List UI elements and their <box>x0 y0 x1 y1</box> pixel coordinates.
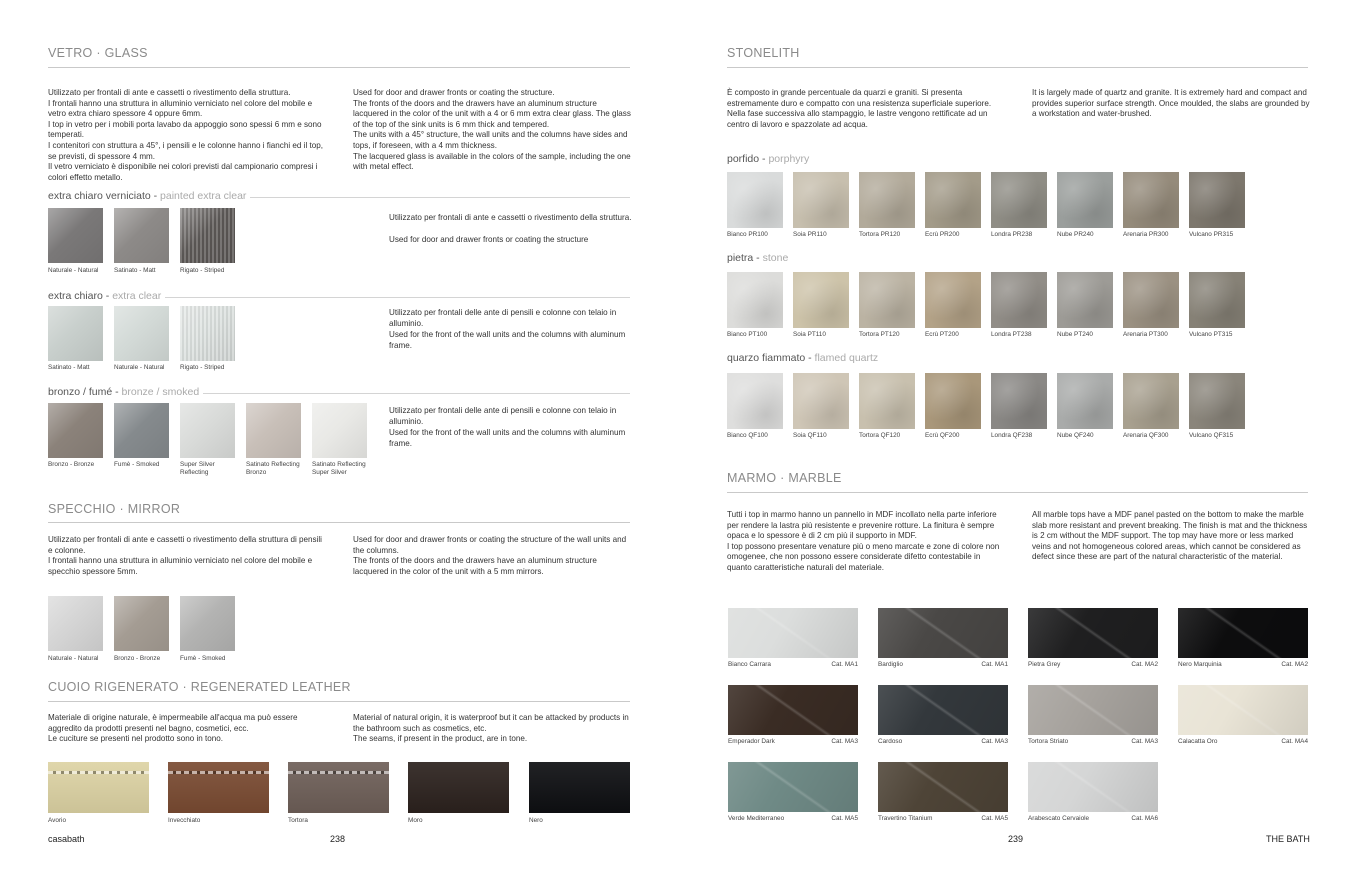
swatch-caption: Naturale - Natural <box>48 267 99 274</box>
swatch-super-silver <box>180 403 235 458</box>
porfido-swatch-caption: Londra PR238 <box>991 231 1033 238</box>
swatch-caption: Naturale - Natural <box>48 655 99 662</box>
swatch-caption: Fumè - Smoked <box>180 655 226 662</box>
page-number: 238 <box>330 834 346 844</box>
quarzo-swatch-caption: Bianco QF100 <box>727 432 768 439</box>
marmo-text-it: Tutti i top in marmo hanno un pannello in MDF incollato nella parte inferiore per rendere la lastra più resistente e prevenire rotture. La finitura è sempre opaca e lo spessore è di 2 cm più il supporto in MDF. I top possono presentare venature più o meno marcate e zone di colore non omogenee, che non possono essere considerate difetto contestabile in quanto caratteristiche naturali del materiale. <box>727 510 1000 572</box>
pietra-swatch <box>793 272 849 328</box>
swatch-painted-natural <box>48 208 103 263</box>
marble-name: Arabescato Cervaiole <box>1028 815 1090 822</box>
pietra-swatch-caption: Soia PT110 <box>793 331 826 338</box>
swatch-leather-moro <box>408 762 509 813</box>
marble-category: Cat. MA3 <box>981 738 1008 745</box>
section-title-cuoio: CUOIO RIGENERATO · REGENERATED LEATHER <box>48 680 351 694</box>
specchio-text-en: Used for door and drawer fronts or coating the structure of the wall units and the columns. The fronts of the doors and the drawers have an aluminum structure lacquered in the color of the unit with a 5 mm mirrors. <box>353 535 627 576</box>
page-right <box>678 0 1356 872</box>
footer-title: THE BATH <box>1266 834 1310 844</box>
porfido-swatch-caption: Nube PR240 <box>1057 231 1094 238</box>
section-rule <box>48 522 630 523</box>
porfido-swatch <box>793 172 849 228</box>
stonelith-text-it: È composto in grande percentuale da quarzi e graniti. Si presenta estremamente duro e compatto con una resistenza superficiale superiore. Nella fase successiva allo stampaggio, le lastre vengono rettificate ad un centro di lavoro e spazzolate ad acqua. <box>727 88 992 129</box>
quarzo-swatch <box>1189 373 1245 429</box>
section-rule <box>48 67 630 68</box>
swatch-extraclear-matt <box>48 306 103 361</box>
swatch-caption: Satinato - Matt <box>114 267 156 274</box>
swatch-caption: Invecchiato <box>168 817 201 824</box>
marble-swatch <box>728 608 858 658</box>
subsection-title-quarzo: quarzo fiammato - flamed quartz <box>727 352 882 364</box>
extraclear-desc-en: Used for the front of the wall units and the columns with aluminum frame. <box>389 330 626 350</box>
quarzo-swatch-caption: Ecrù QF200 <box>925 432 960 439</box>
marble-category: Cat. MA3 <box>831 738 858 745</box>
porfido-swatch <box>1057 172 1113 228</box>
marble-swatch-caption <box>728 661 858 668</box>
swatch-caption: Moro <box>408 817 423 824</box>
marble-category: Cat. MA1 <box>981 661 1008 668</box>
quarzo-swatch <box>793 373 849 429</box>
swatch-caption: Nero <box>529 817 543 824</box>
pietra-swatch-caption: Arenaria PT300 <box>1123 331 1168 338</box>
cuoio-text-it: Materiale di origine naturale, è impermeabile all'acqua ma può essere aggredito da prodotti presenti nel bagno, cosmetici, ecc. Le cuciture se presenti nel prodotto sono in tono. <box>48 713 298 744</box>
swatch-caption: Naturale - Natural <box>114 364 165 371</box>
marble-category: Cat. MA2 <box>1131 661 1158 668</box>
footer-brand: casabath <box>48 834 85 844</box>
marble-swatch <box>728 762 858 812</box>
marble-swatch-caption <box>728 738 858 745</box>
pietra-swatch <box>1189 272 1245 328</box>
porfido-swatch-caption: Soia PR110 <box>793 231 827 238</box>
swatch-caption: Avorio <box>48 817 66 824</box>
marble-name: Travertino Titanium <box>878 815 933 822</box>
swatch-caption: Bronzo - Bronze <box>48 461 95 468</box>
marble-swatch <box>1028 685 1158 735</box>
subsection-title-porfido: porfido - porphyry <box>727 153 813 165</box>
swatch-mirror-smoked <box>180 596 235 651</box>
marble-category: Cat. MA5 <box>981 815 1008 822</box>
marble-swatch <box>878 608 1008 658</box>
swatch-satinato-silver <box>312 403 367 458</box>
marble-name: Tortora Striato <box>1028 738 1069 745</box>
section-title-marmo: MARMO · MARBLE <box>727 471 842 485</box>
quarzo-swatch <box>991 373 1047 429</box>
pietra-swatch <box>991 272 1047 328</box>
quarzo-swatch <box>1057 373 1113 429</box>
swatch-caption: Satinato Reflecting Bronzo <box>246 461 300 476</box>
quarzo-swatch-caption: Nube QF240 <box>1057 432 1094 439</box>
specchio-text-it: Utilizzato per frontali di ante e cassetti o rivestimento della struttura di pensili e colonne. I frontali hanno una struttura in alluminio verniciato nel colore del mobile e specchio spessore 5mm. <box>48 535 322 576</box>
marble-swatch <box>878 685 1008 735</box>
painted-desc-it: Utilizzato per frontali di ante e cassetti o rivestimento della struttura. <box>389 213 632 222</box>
leather-stitch <box>168 771 269 774</box>
marble-swatch <box>1178 685 1308 735</box>
pietra-swatch <box>1057 272 1113 328</box>
vetro-text-en: Used for door and drawer fronts or coating the structure. The fronts of the doors and the drawers have an aluminum structure lacquered in the color of the unit with a 4 or 6 mm extra clear glass. The glass of the top of the sink units is 6 mm thick and tempered. The units with a 45° structure, the wall units and the columns have sides and tops, if foreseen, with a 4 mm thickness. The lacquered glass is available in the colors of the sample, including the one with metal effect. <box>353 88 631 172</box>
stonelith-text-en: It is largely made of quartz and granite. It is extremely hard and compact and provides superior surface strength. Once moulded, the slabs are grounded by a workstation and water-brushed. <box>1032 88 1310 119</box>
pietra-swatch <box>727 272 783 328</box>
porfido-swatch-caption: Arenaria PR300 <box>1123 231 1169 238</box>
marble-swatch-caption <box>728 815 858 822</box>
swatch-leather-nero <box>529 762 630 813</box>
section-title-vetro: VETRO · GLASS <box>48 46 148 60</box>
vetro-text-it: Utilizzato per frontali di ante e cassetti o rivestimento della struttura. I frontali hanno una struttura in alluminio verniciato nel colore del mobile e vetro extra chiaro spessore 4 oppure 6mm. I top in vetro per i mobili porta lavabo da appoggio sono spessi 6 mm e sono temperati. I contenitori con struttura a 45°, i pensili e le colonne hanno i fianchi ed il top, se previsti, di spessore 4 mm. Il vetro verniciato è disponibile nei colori previsti dal campionario compresi i colori effetto metallo. <box>48 88 323 182</box>
marble-name: Verde Mediterraneo <box>728 815 785 822</box>
swatch-leather-avorio <box>48 762 149 813</box>
marble-name: Nero Marquinia <box>1178 661 1222 668</box>
section-title-stonelith: STONELITH <box>727 46 800 60</box>
bronzo-desc-en: Used for the front of the wall units and the columns with aluminum frame. <box>389 428 626 448</box>
marble-category: Cat. MA3 <box>1131 738 1158 745</box>
swatch-caption: Fumè - Smoked <box>114 461 160 468</box>
subsection-title-bronzo: bronzo / fumé - bronze / smoked <box>48 386 203 398</box>
swatch-fume <box>114 403 169 458</box>
section-rule <box>727 492 1308 493</box>
cuoio-text-en: Material of natural origin, it is waterproof but it can be attacked by products in the bathroom such as cosmetics, etc. The seams, if present in the product, are in tone. <box>353 713 629 744</box>
marble-category: Cat. MA2 <box>1281 661 1308 668</box>
quarzo-swatch-caption: Soia QF110 <box>793 432 827 439</box>
extraclear-desc-it: Utilizzato per frontali delle ante di pensili e colonne con telaio in alluminio. <box>389 308 617 328</box>
swatch-caption: Bronzo - Bronze <box>114 655 161 662</box>
porfido-swatch <box>1189 172 1245 228</box>
porfido-swatch <box>1123 172 1179 228</box>
marble-name: Calacatta Oro <box>1178 738 1218 745</box>
marble-swatch-caption <box>1028 738 1158 745</box>
pietra-swatch <box>1123 272 1179 328</box>
porfido-swatch-caption: Tortora PR120 <box>859 231 901 238</box>
swatch-caption: Super Silver Reflecting <box>180 461 215 476</box>
painted-desc-en: Used for door and drawer fronts or coating the structure <box>389 235 589 244</box>
marble-swatch <box>728 685 858 735</box>
marble-name: Emperador Dark <box>728 738 775 745</box>
marble-category: Cat. MA6 <box>1131 815 1158 822</box>
pietra-swatch <box>925 272 981 328</box>
marble-name: Bardiglio <box>878 661 903 668</box>
marble-swatch-caption <box>1028 815 1158 822</box>
marmo-text-en: All marble tops have a MDF panel pasted on the bottom to make the marble slab more resistant and prevent breaking. The finish is mat and the thickness is 2 cm without the MDF support. The top may have more or less marked veins and not homogeneous colored areas, which cannot be considered as defect since these are part of the natural characteristic of the material. <box>1032 510 1308 562</box>
porfido-swatch-caption: Ecrù PR200 <box>925 231 960 238</box>
porfido-swatch-caption: Vulcano PR315 <box>1189 231 1234 238</box>
swatch-satinato-bronzo <box>246 403 301 458</box>
page-number: 239 <box>1008 834 1024 844</box>
quarzo-swatch <box>1123 373 1179 429</box>
marble-category: Cat. MA4 <box>1281 738 1308 745</box>
quarzo-swatch <box>727 373 783 429</box>
marble-swatch-caption <box>1028 661 1158 668</box>
marble-swatch-caption <box>1178 738 1308 745</box>
marble-name: Pietra Grey <box>1028 661 1061 668</box>
marble-swatch <box>878 762 1008 812</box>
section-rule <box>727 67 1308 68</box>
quarzo-swatch-caption: Arenaria QF300 <box>1123 432 1169 439</box>
swatch-caption: Tortora <box>288 817 308 824</box>
leather-stitch <box>48 771 149 774</box>
swatch-caption: Satinato - Matt <box>48 364 90 371</box>
swatch-caption: Rigato - Striped <box>180 364 225 371</box>
section-rule <box>48 701 630 702</box>
swatch-extraclear-striped <box>180 306 235 361</box>
quarzo-swatch-caption: Londra QF238 <box>991 432 1033 439</box>
marble-swatch-caption <box>1178 661 1308 668</box>
pietra-swatch-caption: Ecrù PT200 <box>925 331 959 338</box>
porfido-swatch <box>859 172 915 228</box>
pietra-swatch-caption: Tortora PT120 <box>859 331 900 338</box>
marble-name: Cardoso <box>878 738 903 745</box>
swatch-mirror-bronze <box>114 596 169 651</box>
porfido-swatch <box>991 172 1047 228</box>
marble-name: Bianco Carrara <box>728 661 771 668</box>
swatch-caption: Satinato Reflecting Super Silver <box>312 461 366 476</box>
quarzo-swatch-caption: Vulcano QF315 <box>1189 432 1234 439</box>
pietra-swatch <box>859 272 915 328</box>
pietra-swatch-caption: Bianco PT100 <box>727 331 768 338</box>
swatch-caption: Rigato - Striped <box>180 267 225 274</box>
subsection-title-painted: extra chiaro verniciato - painted extra clear <box>48 190 250 202</box>
swatch-painted-striped <box>180 208 235 263</box>
marble-swatch-caption <box>878 661 1008 668</box>
pietra-swatch-caption: Vulcano PT315 <box>1189 331 1233 338</box>
swatch-mirror-natural <box>48 596 103 651</box>
swatch-bronzo <box>48 403 103 458</box>
leather-stitch <box>288 771 389 774</box>
marble-swatch-caption <box>878 815 1008 822</box>
subsection-title-pietra: pietra - stone <box>727 252 792 264</box>
marble-category: Cat. MA5 <box>831 815 858 822</box>
swatch-leather-tortora <box>288 762 389 813</box>
section-title-specchio: SPECCHIO · MIRROR <box>48 502 181 516</box>
quarzo-swatch <box>925 373 981 429</box>
porfido-swatch <box>925 172 981 228</box>
porfido-swatch <box>727 172 783 228</box>
swatch-extraclear-natural <box>114 306 169 361</box>
porfido-swatch-caption: Bianco PR100 <box>727 231 768 238</box>
marble-category: Cat. MA1 <box>831 661 858 668</box>
quarzo-swatch-caption: Tortora QF120 <box>859 432 901 439</box>
marble-swatch <box>1028 608 1158 658</box>
marble-swatch-caption <box>878 738 1008 745</box>
bronzo-desc-it: Utilizzato per frontali delle ante di pensili e colonne con telaio in alluminio. <box>389 406 617 426</box>
quarzo-swatch <box>859 373 915 429</box>
swatch-painted-matt <box>114 208 169 263</box>
marble-swatch <box>1028 762 1158 812</box>
swatch-leather-invecchiato <box>168 762 269 813</box>
marble-swatch <box>1178 608 1308 658</box>
pietra-swatch-caption: Nube PT240 <box>1057 331 1093 338</box>
subsection-title-extraclear: extra chiaro - extra clear <box>48 290 165 302</box>
pietra-swatch-caption: Londra PT238 <box>991 331 1032 338</box>
